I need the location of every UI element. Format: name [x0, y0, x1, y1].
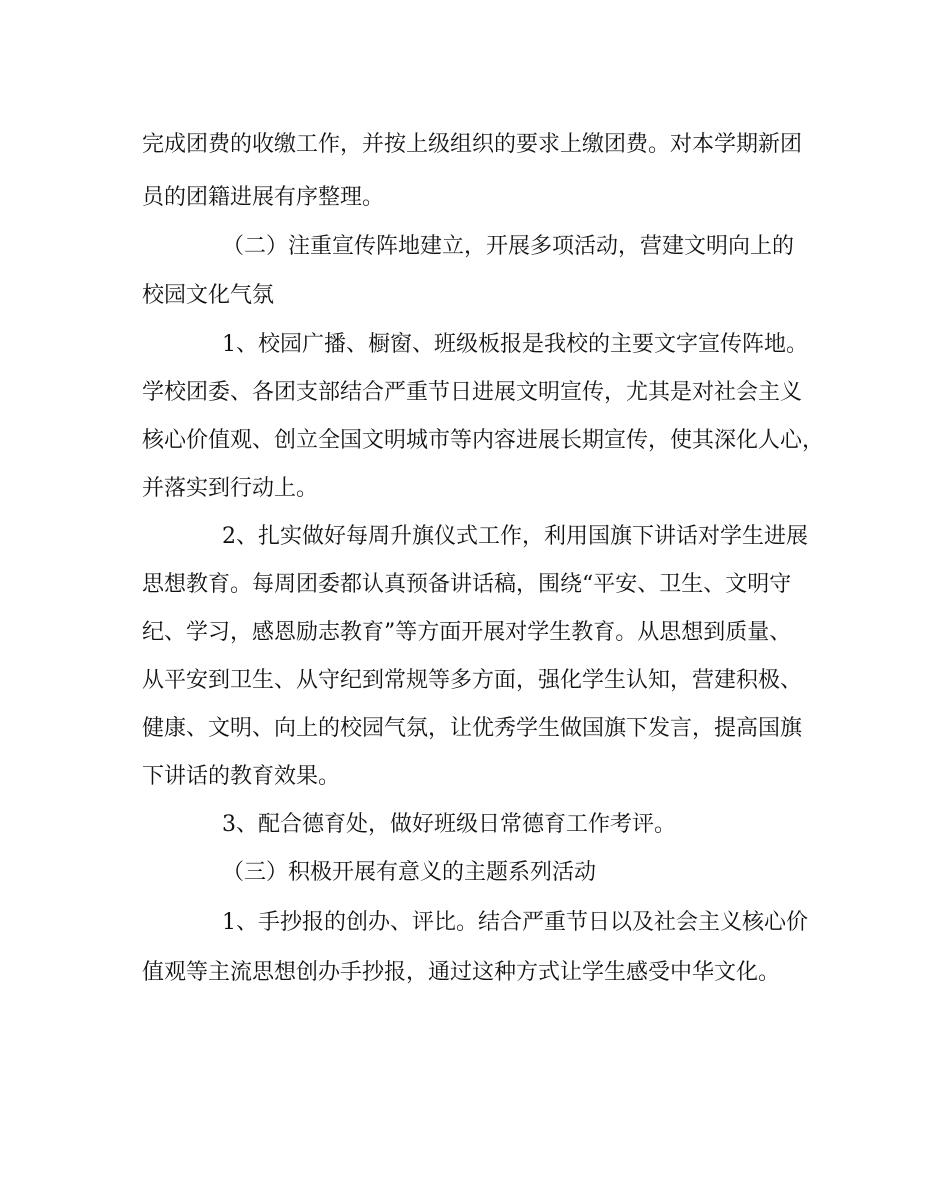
- text-line: 健康、文明、向上的校园气氛，让优秀学生做国旗下发言，提高国旗: [142, 716, 803, 741]
- text-line: 思想教育。每周团委都认真预备讲话稿，围绕“平安、卫生、文明守: [142, 572, 792, 597]
- text-line: 1、手抄报的创办、评比。结合严重节日以及社会主义核心价: [222, 910, 808, 935]
- text-line: 员的团籍进展有序整理。: [142, 185, 385, 210]
- text-line: 学校团委、各团支部结合严重节日进展文明宣传，尤其是对社会主义: [142, 380, 803, 405]
- text-line: 下讲话的教育效果。: [142, 764, 341, 789]
- text-line: 1、校园广播、橱窗、班级板报是我校的主要文字宣传阵地。: [222, 332, 808, 357]
- text-line: 核心价值观、创立全国文明城市等内容进展长期宣传，使其深化人心，: [142, 428, 825, 453]
- text-line: 从平安到卫生、从守纪到常规等多方面，强化学生认知，营建积极、: [142, 668, 803, 693]
- section-heading: （三）积极开展有意义的主题系列活动: [222, 860, 597, 885]
- section-heading: （二）注重宣传阵地建立，开展多项活动，营建文明向上的: [222, 234, 795, 259]
- text-line: 并落实到行动上。: [142, 476, 319, 501]
- text-line: 2、扎实做好每周升旗仪式工作，利用国旗下讲话对学生进展: [222, 524, 808, 549]
- text-line: 纪、学习，感恩励志教育”等方面开展对学生教育。从思想到质量、: [142, 620, 792, 645]
- text-line: 3、配合德育处，做好班级日常德育工作考评。: [222, 812, 676, 837]
- section-heading: 校园文化气氛: [142, 283, 275, 308]
- text-line: 值观等主流思想创办手抄报，通过这种方式让学生感受中华文化。: [142, 960, 781, 985]
- text-line: 完成团费的收缴工作，并按上级组织的要求上缴团费。对本学期新团: [142, 132, 803, 157]
